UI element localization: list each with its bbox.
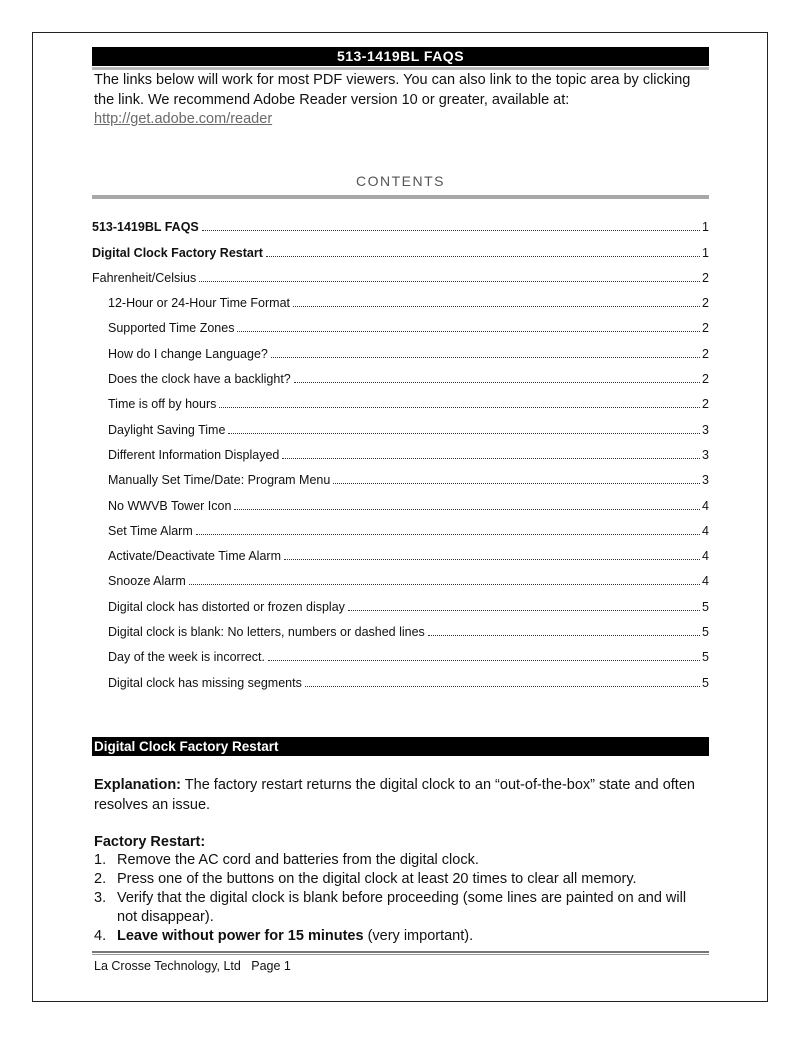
toc-leader [237, 331, 700, 332]
toc-item[interactable] [92, 589, 709, 614]
toc-item[interactable] [92, 665, 709, 690]
toc-item-page: 4 [702, 574, 709, 589]
toc-item-label[interactable]: Different Information Displayed [108, 447, 280, 462]
toc-item[interactable] [92, 438, 709, 463]
toc-leader [234, 509, 700, 510]
toc-item-label[interactable]: 513-1419BL FAQS [92, 220, 199, 235]
toc-item-label[interactable]: Does the clock have a backlight? [108, 372, 291, 387]
toc-leader [428, 635, 700, 636]
section-title-factory-restart: Digital Clock Factory Restart [92, 737, 709, 756]
toc-item-page: 1 [702, 220, 709, 235]
toc-item[interactable] [92, 615, 709, 640]
toc-leader [219, 407, 700, 408]
toc-item-label[interactable]: Fahrenheit/Celsius [92, 270, 197, 285]
toc-item-page: 3 [702, 422, 709, 437]
toc-item-label[interactable]: Digital clock has distorted or frozen display [108, 599, 345, 614]
restart-steps [94, 851, 706, 946]
step-item [94, 870, 706, 889]
step-item [94, 851, 706, 870]
toc-leader [268, 660, 700, 661]
footer-rule [92, 951, 709, 955]
explanation-text: The factory restart returns the digital clock to an “out-of-the-box” state and often resolves an issue. [94, 777, 695, 813]
toc-leader [305, 686, 700, 687]
toc-item-label[interactable]: Digital clock is blank: No letters, numbers or dashed lines [108, 625, 425, 640]
toc-item-page: 3 [702, 447, 709, 462]
step-text: Remove the AC cord and batteries from the digital clock. [117, 852, 479, 868]
toc-item-label[interactable]: Day of the week is incorrect. [108, 650, 266, 665]
toc-item-label[interactable]: How do I change Language? [108, 346, 268, 361]
toc-item-page: 2 [702, 270, 709, 285]
toc-item-label[interactable]: Digital clock has missing segments [108, 675, 302, 690]
toc-item-page: 5 [702, 599, 709, 614]
step-emphasis: Leave without power for 15 minutes [117, 928, 364, 944]
toc-item-page: 5 [702, 650, 709, 665]
toc-item[interactable] [92, 210, 709, 235]
toc-item[interactable] [92, 387, 709, 412]
step-number: 3. [94, 890, 107, 906]
toc-item-page: 2 [702, 372, 709, 387]
toc-item-page: 5 [702, 675, 709, 690]
intro-text: The links below will work for most PDF viewers. You can also link to the topic area by clicking the link. We recommend Adobe Reader version 10 or greater, available at: [94, 72, 691, 108]
toc-item[interactable] [92, 514, 709, 539]
title-underline [92, 67, 709, 70]
toc-item[interactable] [92, 412, 709, 437]
toc-leader [348, 610, 700, 611]
toc-leader [293, 306, 700, 307]
contents-rule [92, 195, 709, 199]
toc-item-label[interactable]: Manually Set Time/Date: Program Menu [108, 473, 331, 488]
step-text: (very important). [363, 928, 474, 944]
toc-item-page: 5 [702, 625, 709, 640]
toc-item[interactable] [92, 311, 709, 336]
toc-item-label[interactable]: Time is off by hours [108, 397, 217, 412]
toc-leader [189, 584, 700, 585]
adobe-reader-link[interactable]: http://get.adobe.com/reader [94, 111, 273, 127]
step-number: 4. [94, 928, 107, 944]
toc-item-label[interactable]: Daylight Saving Time [108, 422, 226, 437]
table-of-contents [92, 210, 709, 691]
toc-item-page: 2 [702, 296, 709, 311]
step-number: 2. [94, 871, 107, 887]
step-number: 1. [94, 852, 107, 868]
toc-item-page: 4 [702, 549, 709, 564]
toc-leader [294, 382, 700, 383]
toc-item-page: 2 [702, 321, 709, 336]
explanation-paragraph [94, 776, 706, 815]
toc-item-page: 4 [702, 498, 709, 513]
toc-item[interactable] [92, 286, 709, 311]
toc-item[interactable] [92, 640, 709, 665]
step-item [94, 889, 706, 927]
toc-item-page: 1 [702, 245, 709, 260]
toc-item-label[interactable]: Activate/Deactivate Time Alarm [108, 549, 281, 564]
toc-leader [284, 559, 700, 560]
toc-leader [271, 357, 700, 358]
step-item [94, 927, 706, 946]
toc-item-label[interactable]: Digital Clock Factory Restart [92, 245, 263, 260]
toc-item-label[interactable]: No WWVB Tower Icon [108, 498, 232, 513]
toc-item-label[interactable]: Set Time Alarm [108, 523, 193, 538]
toc-item-page: 4 [702, 523, 709, 538]
toc-leader [199, 281, 700, 282]
toc-item[interactable] [92, 564, 709, 589]
toc-item[interactable] [92, 539, 709, 564]
toc-item[interactable] [92, 235, 709, 260]
explanation-label: Explanation: [94, 777, 182, 793]
page-footer: La Crosse Technology, Ltd Page 1 [94, 959, 291, 973]
toc-leader [266, 256, 700, 257]
toc-leader [196, 534, 700, 535]
page-title: 513-1419BL FAQS [92, 47, 709, 66]
step-text-wrapper [117, 927, 706, 946]
toc-item-page: 2 [702, 397, 709, 412]
toc-leader [282, 458, 700, 459]
toc-item-page: 3 [702, 473, 709, 488]
toc-leader [202, 230, 700, 231]
toc-item-page: 2 [702, 346, 709, 361]
intro-paragraph [94, 71, 709, 130]
toc-item[interactable] [92, 362, 709, 387]
toc-leader [228, 433, 700, 434]
toc-leader [333, 483, 700, 484]
toc-item[interactable] [92, 463, 709, 488]
contents-heading: CONTENTS [356, 173, 445, 189]
step-text: Press one of the buttons on the digital clock at least 20 times to clear all memory. [117, 871, 637, 887]
toc-item[interactable] [92, 336, 709, 361]
factory-restart-label: Factory Restart: [94, 834, 206, 850]
toc-item-label[interactable]: Supported Time Zones [108, 321, 235, 336]
toc-item[interactable] [92, 488, 709, 513]
toc-item-label[interactable]: Snooze Alarm [108, 574, 186, 589]
step-text: Verify that the digital clock is blank before proceeding (some lines are painted on and will not disappear). [117, 890, 687, 925]
toc-item[interactable] [92, 261, 709, 286]
toc-item-label[interactable]: 12-Hour or 24-Hour Time Format [108, 296, 291, 311]
